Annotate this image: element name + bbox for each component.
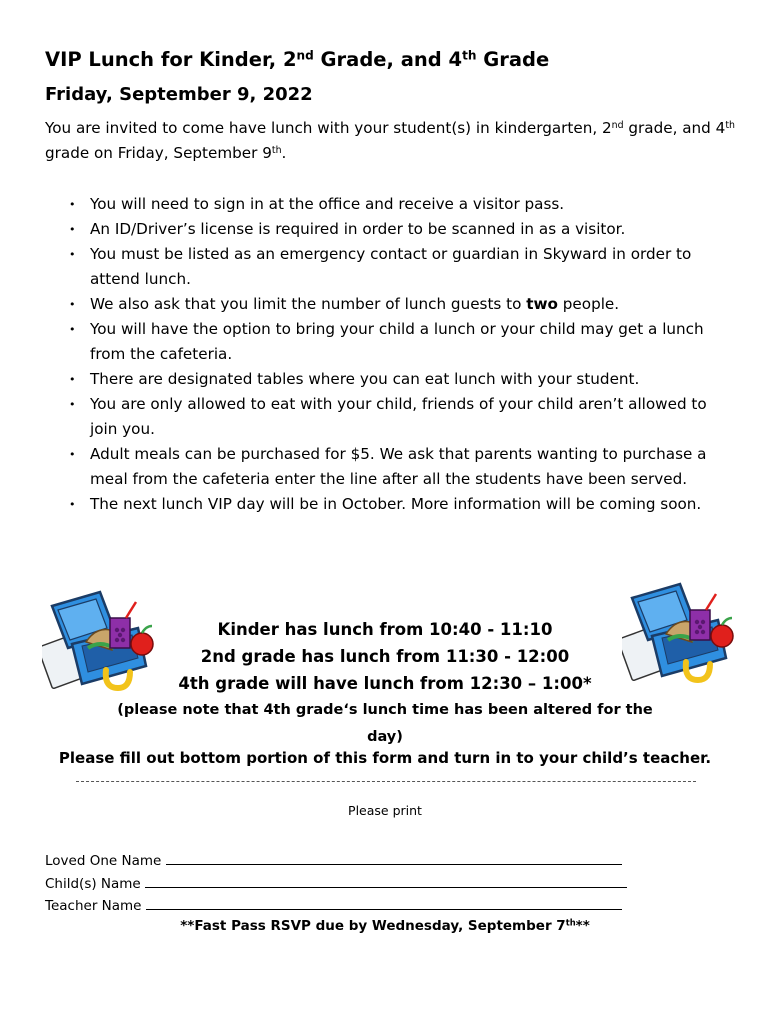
- second-grade-lunch-time: 2nd grade has lunch from 11:30 - 12:00: [200, 647, 570, 666]
- list-item-text: You will need to sign in at the office and receive a visitor pass.: [90, 195, 565, 213]
- child-name-field[interactable]: [145, 873, 627, 888]
- cut-line: [76, 781, 696, 782]
- loved-one-name-field[interactable]: [166, 850, 622, 865]
- rsvp-text-tail: **: [575, 918, 590, 934]
- teacher-name-label: Teacher Name: [45, 898, 146, 914]
- list-item: [45, 217, 735, 242]
- intro-paragraph: [45, 116, 745, 166]
- rsvp-deadline: [0, 918, 770, 934]
- kinder-lunch-time: Kinder has lunch from 10:40 - 11:10: [217, 620, 553, 639]
- list-item-text: There are designated tables where you can eat lunch with your student.: [90, 370, 640, 388]
- rsvp-sup: th: [565, 917, 576, 928]
- bullet-marker: •: [69, 373, 76, 386]
- list-item-text: An ID/Driver’s license is required in order to be scanned in as a visitor.: [90, 220, 626, 238]
- form-row-child: [45, 873, 627, 896]
- form-row-teacher: [45, 895, 627, 918]
- schedule-note: (please note that 4th grade‘s lunch time has been altered for the day): [117, 702, 653, 745]
- rules-list: [45, 192, 735, 517]
- list-item-text: The next lunch VIP day will be in October. More information will be coming soon.: [90, 495, 702, 513]
- title-text-1: VIP Lunch for Kinder, 2: [45, 48, 297, 71]
- list-item: [45, 317, 735, 367]
- list-item: [45, 492, 735, 517]
- list-item-text: We also ask that you limit the number of lunch guests to: [90, 295, 527, 313]
- list-item-text: You are only allowed to eat with your child, friends of your child aren’t allowed to join you.: [90, 395, 707, 438]
- intro-text-2: grade, and 4: [623, 119, 726, 137]
- bullet-marker: •: [69, 223, 76, 236]
- bullet-marker: •: [69, 448, 76, 461]
- please-print-label: Please print: [348, 803, 422, 818]
- list-item-text: You must be listed as an emergency contact or guardian in Skyward in order to attend lunch.: [90, 245, 692, 288]
- page-title: [45, 48, 549, 71]
- intro-sup-3: th: [271, 144, 282, 156]
- title-text-2: Grade, and 4: [313, 48, 463, 71]
- bullet-marker: •: [69, 498, 76, 511]
- bullet-marker: •: [69, 248, 76, 261]
- bullet-marker: •: [69, 298, 76, 311]
- list-item-text: You will have the option to bring your child a lunch or your child may get a lunch from the cafeteria.: [90, 320, 704, 363]
- lunch-schedule: [100, 616, 670, 751]
- event-date: Friday, September 9, 2022: [45, 84, 313, 105]
- intro-text-1: You are invited to come have lunch with your student(s) in kindergarten, 2: [45, 119, 612, 137]
- bullet-marker: •: [69, 398, 76, 411]
- list-item: [45, 392, 735, 442]
- title-text-3: Grade: [476, 48, 550, 71]
- list-item: [45, 442, 735, 492]
- teacher-name-field[interactable]: [146, 895, 622, 910]
- loved-one-name-label: Loved One Name: [45, 853, 166, 869]
- list-item-text: Adult meals can be purchased for $5. We ask that parents wanting to purchase a meal from the cafeteria enter the line after all the students have been served.: [90, 445, 707, 488]
- title-sup-2: th: [462, 48, 477, 63]
- bullet-marker: •: [69, 198, 76, 211]
- bullet-marker: •: [69, 323, 76, 336]
- list-item: [45, 292, 735, 317]
- guest-limit-emphasis: two: [526, 295, 558, 313]
- rsvp-form: [45, 850, 627, 918]
- list-item: [45, 367, 735, 392]
- list-item: [45, 242, 735, 292]
- title-sup-1: nd: [296, 48, 314, 63]
- child-name-label: Child(s) Name: [45, 875, 146, 892]
- rsvp-text: **Fast Pass RSVP due by Wednesday, September 7: [180, 918, 566, 934]
- intro-sup-2: th: [725, 119, 735, 131]
- form-row-loved-one: [45, 850, 627, 873]
- intro-text-4: .: [281, 144, 287, 162]
- fourth-grade-lunch-time: 4th grade will have lunch from 12:30 – 1:00*: [178, 674, 592, 693]
- return-instruction: Please fill out bottom portion of this form and turn in to your child’s teacher.: [58, 749, 712, 767]
- intro-sup-1: nd: [611, 119, 624, 131]
- intro-text-3: grade on Friday, September 9: [45, 144, 272, 162]
- list-item-text-tail: people.: [557, 295, 620, 313]
- list-item: [45, 192, 735, 217]
